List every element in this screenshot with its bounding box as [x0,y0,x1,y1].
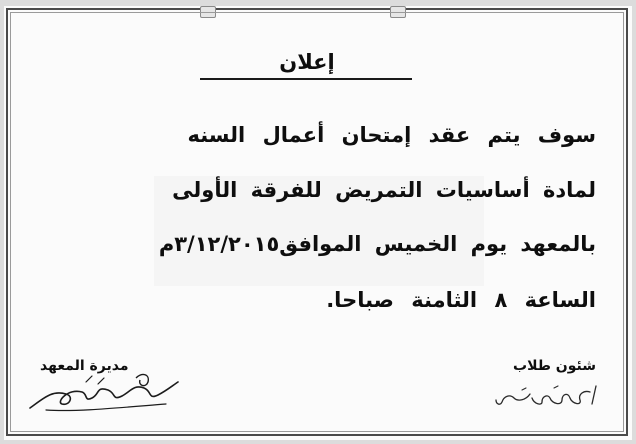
director-title: مديرة المعهد [40,358,129,374]
notice-line-4: الساعة ٨ الثامنة صباحا. [326,288,596,312]
title-underline [200,78,412,80]
notice-page [4,6,632,440]
student-affairs-signature [492,380,602,412]
notice-line-1: سوف يتم عقد إمتحان أعمال السنه [187,123,596,147]
notice-line-3: بالمعهد يوم الخميس الموافق٣/١٢/٢٠١٥م [158,232,596,256]
student-affairs-title: شئون طلاب [513,358,596,374]
notice-title: إعلان [279,50,335,74]
director-signature [26,368,188,416]
notice-line-2: لمادة أساسيات التمريض للفرقة الأولى [172,178,596,202]
